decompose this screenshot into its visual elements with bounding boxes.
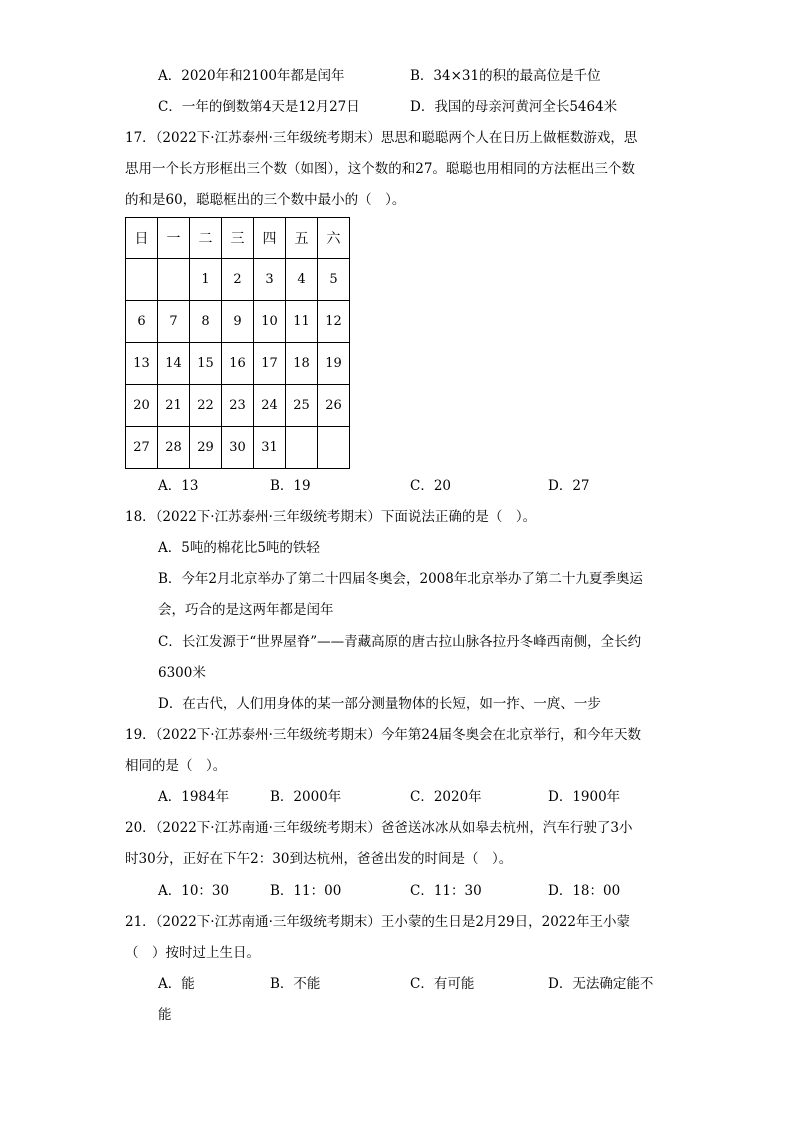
q21-option-a: A．能: [158, 976, 195, 992]
calendar-cell: 26: [318, 385, 350, 427]
q19-option-b: B．2000年: [270, 789, 342, 805]
calendar-cell: 12: [318, 301, 350, 343]
q16-option-a: A．2020年和2100年都是闰年: [158, 68, 345, 84]
calendar-header-cell: 三: [222, 218, 254, 259]
q18-option-b-line-2: 会，巧合的是这两年都是闰年: [158, 602, 334, 618]
calendar-cell: 24: [254, 385, 286, 427]
q21-option-c: C．有可能: [410, 976, 475, 992]
q20-option-c: C．11：30: [410, 883, 482, 899]
q18-option-b-line-1: B．今年2月北京举办了第二十四届冬奥会，2008年北京举办了第二十九夏季奥运: [158, 571, 643, 587]
calendar-cell: 1: [190, 259, 222, 301]
calendar-cell: 15: [190, 343, 222, 385]
q17-option-c: C．20: [410, 478, 452, 494]
calendar-cell: 10: [254, 301, 286, 343]
q21-stem-line-1: 21．（2022下·江苏南通·三年级统考期末）王小蒙的生日是2月29日，2022年王小蒙: [125, 914, 630, 930]
calendar-cell: 30: [222, 427, 254, 469]
calendar-cell: 8: [190, 301, 222, 343]
q19-option-a: A．1984年: [158, 789, 230, 805]
calendar-cell: 7: [158, 301, 190, 343]
q16-option-b: B．34×31的积的最高位是千位: [410, 68, 601, 84]
calendar-cell: 5: [318, 259, 350, 301]
calendar-cell: 23: [222, 385, 254, 427]
q20-option-a: A．10：30: [158, 883, 230, 899]
calendar-cell: 14: [158, 343, 190, 385]
calendar-cell: 18: [286, 343, 318, 385]
calendar-header-cell: 二: [190, 218, 222, 259]
q16-option-d: D．我国的母亲河黄河全长5464米: [410, 99, 618, 115]
calendar-header-cell: 日: [126, 218, 158, 259]
q21-option-d-line-2: 能: [158, 1007, 172, 1023]
q19-stem-line-1: 19．（2022下·江苏泰州·三年级统考期末）今年第24届冬奥会在北京举行，和今年天数: [125, 727, 642, 743]
q17-option-b: B．19: [270, 478, 311, 494]
calendar-cell: 4: [286, 259, 318, 301]
q17-stem-line-1: 17．（2022下·江苏泰州·三年级统考期末）思思和聪聪两个人在日历上做框数游戏，思: [125, 130, 638, 146]
calendar-cell: 6: [126, 301, 158, 343]
q18-option-c-line-2: 6300米: [158, 665, 206, 681]
calendar-cell: 17: [254, 343, 286, 385]
q19-stem-line-2: 相同的是（ ）。: [125, 758, 227, 774]
calendar-cell: 27: [126, 427, 158, 469]
q21-option-d-line-1: D．无法确定能不: [548, 976, 654, 992]
calendar-row: [126, 385, 350, 427]
calendar-cell: 13: [126, 343, 158, 385]
calendar-header-cell: 四: [254, 218, 286, 259]
calendar-cell: 3: [254, 259, 286, 301]
calendar-cell: [318, 427, 350, 469]
q18-option-c-line-1: C．长江发源于“世界屋脊”——青藏高原的唐古拉山脉各拉丹冬峰西南侧，全长约: [158, 634, 642, 650]
q18-option-a: A．5吨的棉花比5吨的铁轻: [158, 540, 320, 556]
q17-stem-line-3: 的和是60，聪聪框出的三个数中最小的（ ）。: [125, 192, 406, 208]
calendar-cell: [158, 259, 190, 301]
calendar-cell: 9: [222, 301, 254, 343]
q19-option-d: D．1900年: [548, 789, 621, 805]
calendar-cell: 29: [190, 427, 222, 469]
calendar-cell: 11: [286, 301, 318, 343]
calendar-cell: 19: [318, 343, 350, 385]
calendar-header-row: [126, 218, 350, 259]
calendar-header-cell: 一: [158, 218, 190, 259]
q18-option-d: D．在古代，人们用身体的某一部分测量物体的长短，如一拃、一庹、一步: [158, 696, 601, 712]
q18-stem: 18．（2022下·江苏泰州·三年级统考期末）下面说法正确的是（ ）。: [125, 509, 537, 525]
calendar-row: [126, 259, 350, 301]
q17-option-a: A．13: [158, 478, 199, 494]
calendar-cell: 28: [158, 427, 190, 469]
calendar-header-cell: 六: [318, 218, 350, 259]
calendar-cell: 25: [286, 385, 318, 427]
q20-option-b: B．11：00: [270, 883, 342, 899]
calendar-cell: [126, 259, 158, 301]
calendar-row: [126, 343, 350, 385]
q17-stem-line-2: 思用一个长方形框出三个数（如图），这个数的和27。聪聪也用相同的方法框出三个数: [125, 161, 635, 177]
calendar-table: [125, 217, 350, 469]
q16-option-c: C．一年的倒数第4天是12月27日: [158, 99, 360, 115]
calendar-cell: 16: [222, 343, 254, 385]
q20-option-d: D．18：00: [548, 883, 621, 899]
calendar-row: [126, 427, 350, 469]
calendar-cell: 31: [254, 427, 286, 469]
calendar-cell: 22: [190, 385, 222, 427]
calendar-header-cell: 五: [286, 218, 318, 259]
q21-stem-line-2: （ ）按时过上生日。: [125, 945, 260, 961]
calendar-cell: 2: [222, 259, 254, 301]
calendar-row: [126, 301, 350, 343]
calendar-cell: [286, 427, 318, 469]
q21-option-b: B．不能: [270, 976, 321, 992]
q20-stem-line-1: 20．（2022下·江苏南通·三年级统考期末）爸爸送冰冰从如皋去杭州，汽车行驶了3小: [125, 820, 633, 836]
q19-option-c: C．2020年: [410, 789, 482, 805]
calendar-cell: 20: [126, 385, 158, 427]
calendar-cell: 21: [158, 385, 190, 427]
q20-stem-line-2: 时30分，正好在下午2：30到达杭州，爸爸出发的时间是（ ）。: [125, 851, 513, 867]
q17-option-d: D．27: [548, 478, 590, 494]
